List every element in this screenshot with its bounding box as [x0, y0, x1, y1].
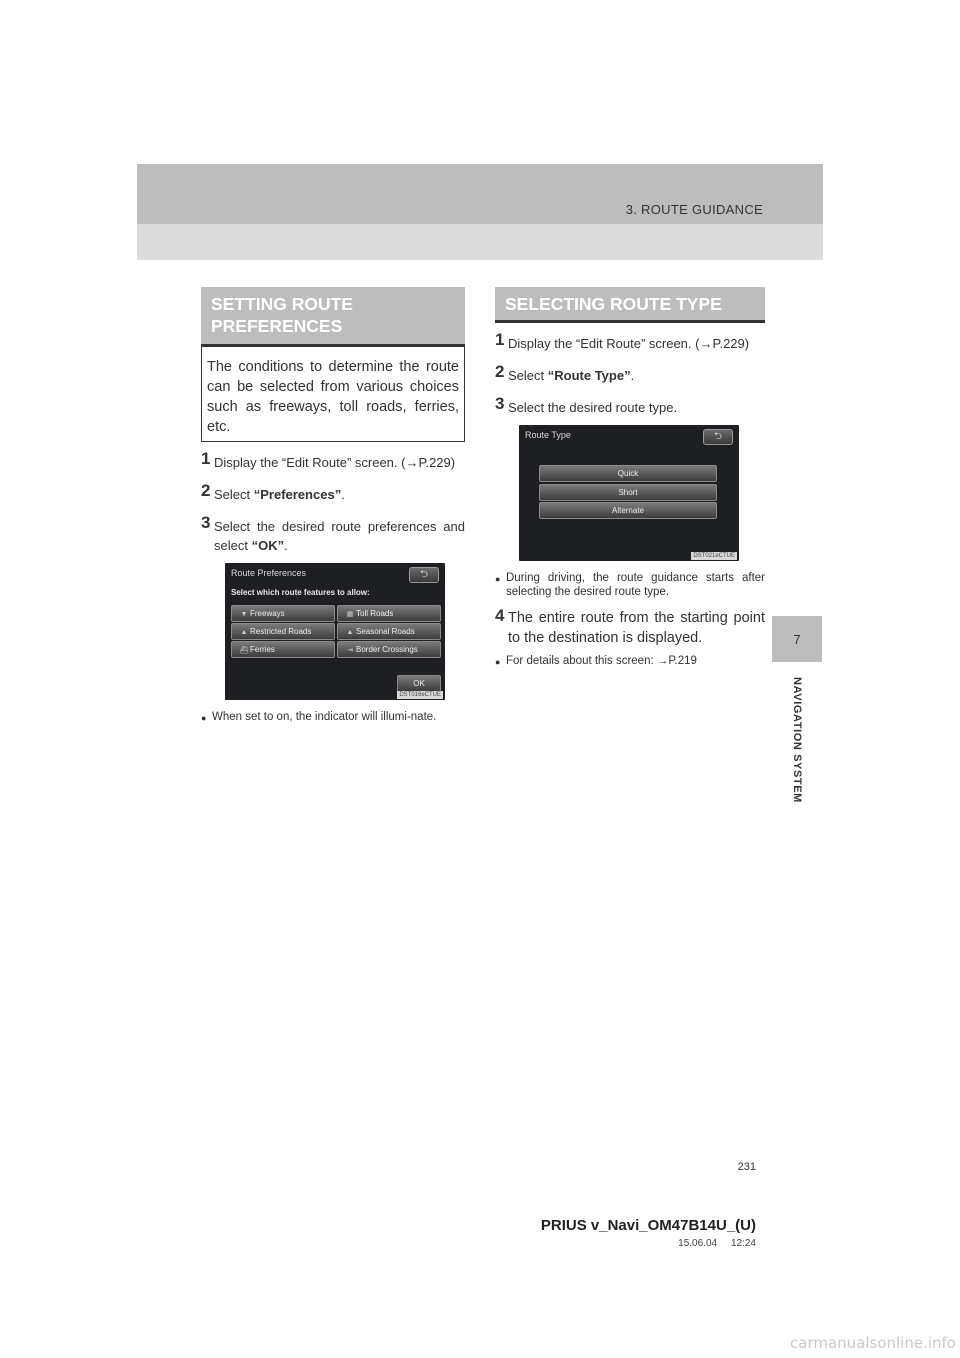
- image-code: DST016eCTUE: [399, 692, 441, 698]
- left-column: [201, 287, 465, 725]
- step-text: Select “Preferences”.: [214, 487, 345, 502]
- back-arrow-icon: ⮌: [713, 431, 722, 442]
- back-arrow-icon: ⮌: [419, 569, 428, 580]
- route-preferences-screen: [225, 563, 445, 700]
- step-text: Select the desired route type.: [508, 400, 678, 415]
- border-crossing-icon: ⇥: [347, 647, 353, 654]
- border-crossings-button[interactable]: ⇥ Border Crossings: [337, 641, 441, 658]
- note-details: ● For details about this screen: →P.219: [495, 655, 697, 667]
- ok-button[interactable]: OK: [397, 675, 441, 692]
- step-2: [201, 482, 465, 504]
- screen-subtitle: Select which route features to allow:: [231, 588, 370, 597]
- step-text: Display the “Edit Route” screen. (→P.229): [214, 455, 456, 470]
- route-type-screen: [519, 425, 739, 561]
- step-number: 4: [495, 606, 505, 625]
- short-button[interactable]: Short: [539, 484, 717, 501]
- step-text: Display the “Edit Route” screen. (→P.229): [508, 336, 750, 351]
- seasonal-road-icon: ▲: [346, 629, 354, 636]
- freeways-button[interactable]: ▼ Freeways: [231, 605, 335, 622]
- toll-icon: ▦: [346, 611, 354, 618]
- right-column: [495, 287, 765, 669]
- screen-title: Route Type: [525, 430, 571, 440]
- step-4: [495, 607, 765, 648]
- bullet-icon: ●: [495, 574, 501, 584]
- step-3: [495, 395, 765, 417]
- back-button[interactable]: [409, 567, 439, 583]
- watermark: carmanualsonline.info: [790, 1334, 956, 1352]
- footer-model: PRIUS v_Navi_OM47B14U_(U): [540, 1217, 756, 1234]
- quick-button[interactable]: Quick: [539, 465, 717, 482]
- seasonal-roads-button[interactable]: ▲ Seasonal Roads: [337, 623, 441, 640]
- step-number: 3: [201, 513, 211, 532]
- back-button[interactable]: [703, 429, 733, 445]
- header-band: [137, 164, 823, 224]
- step-number: 1: [495, 330, 505, 349]
- image-code: DST021eCTUE: [693, 553, 735, 559]
- section-heading-route-type: SELECTING ROUTE TYPE: [495, 287, 765, 323]
- step-number: 2: [201, 481, 211, 500]
- step-number: 2: [495, 362, 505, 381]
- header-subband: [137, 224, 823, 260]
- section-heading-preferences: SETTING ROUTE PREFERENCES: [201, 287, 465, 347]
- note-driving: ● During driving, the route guidance starts after selecting the desired route type.: [495, 572, 765, 598]
- bullet-icon: ●: [495, 657, 501, 667]
- alternate-button[interactable]: Alternate: [539, 502, 717, 519]
- page-number: 231: [737, 1161, 756, 1173]
- freeway-icon: ▼: [240, 611, 248, 618]
- note-indicator: ● When set to on, the indicator will illumi-nate.: [201, 711, 437, 723]
- step-1: [201, 450, 465, 472]
- ferry-icon: ⛴: [239, 647, 249, 654]
- section-title: 3. ROUTE GUIDANCE: [625, 202, 763, 217]
- screen-title: Route Preferences: [231, 568, 307, 578]
- step-3: [201, 514, 465, 555]
- step-number: 1: [201, 449, 211, 468]
- restricted-road-icon: ▲: [240, 629, 248, 636]
- step-1: [495, 331, 765, 353]
- bullet-icon: ●: [201, 713, 207, 723]
- chapter-label: NAVIGATION SYSTEM: [791, 677, 804, 803]
- step-text: Select “Route Type”.: [508, 368, 635, 383]
- ferries-button[interactable]: ⛴ Ferries: [231, 641, 335, 658]
- chapter-number-tab: 7: [772, 616, 822, 662]
- step-text: The entire route from the starting point to the destination is displayed.: [508, 610, 765, 646]
- step-2: [495, 363, 765, 385]
- step-text: Select the desired route preferences and select “OK”.: [214, 519, 465, 553]
- intro-box: The conditions to determine the route can be selected from various choices such as freeways, toll roads, ferries, etc.: [201, 347, 465, 442]
- footer-date: 15.06.04 12:24: [678, 1238, 756, 1249]
- toll-roads-button[interactable]: ▦ Toll Roads: [337, 605, 441, 622]
- restricted-roads-button[interactable]: ▲ Restricted Roads: [231, 623, 335, 640]
- step-number: 3: [495, 394, 505, 413]
